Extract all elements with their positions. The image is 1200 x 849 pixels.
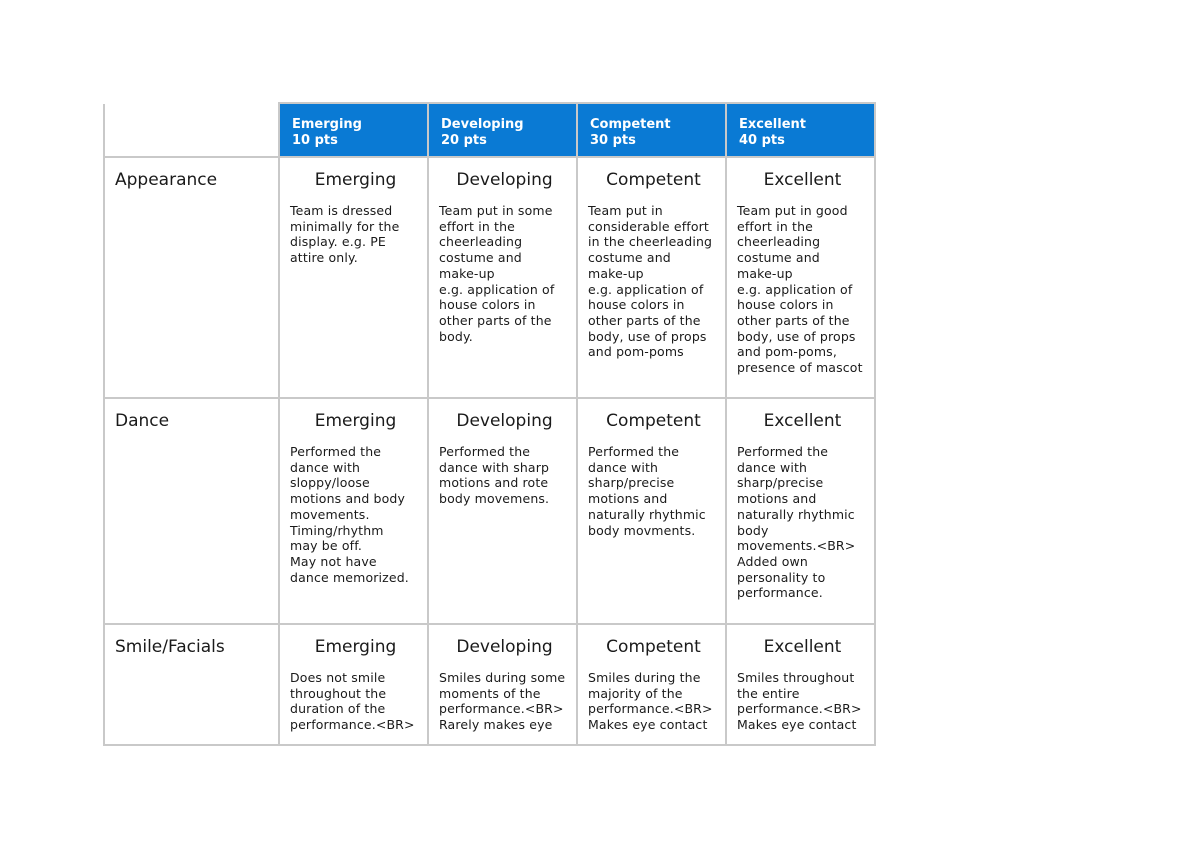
header-level-points: 20 pts xyxy=(441,133,487,148)
criterion-label: Appearance xyxy=(104,157,279,398)
table-row-dance xyxy=(104,398,875,624)
cell-level: Developing xyxy=(456,170,553,190)
cell-description: Smiles during the majority of the performance.<BR> Makes eye contact xyxy=(588,670,713,733)
cell-level: Emerging xyxy=(314,170,397,190)
cell-description: Performed the dance with sharp motions and rote body movemens. xyxy=(439,444,550,507)
rubric-cell xyxy=(428,398,577,624)
cell-level: Excellent xyxy=(763,637,842,657)
cell-description: Performed the dance with sharp/precise motions and naturally rhythmic body movments. xyxy=(588,444,706,538)
rubric-cell xyxy=(726,157,875,398)
cell-level: Developing xyxy=(456,411,553,431)
header-level-name: Excellent xyxy=(739,117,806,132)
rubric-cell xyxy=(279,157,428,398)
header-competent xyxy=(577,103,726,157)
rubric-cell xyxy=(428,624,577,745)
rubric-cell xyxy=(428,157,577,398)
criterion-label: Smile/Facials xyxy=(104,624,279,745)
table-row-appearance xyxy=(104,157,875,398)
table-row-smile-facials xyxy=(104,624,875,745)
cell-description: Performed the dance with sloppy/loose motions and body movements. Timing/rhythm may be off. May not have dance memorized. xyxy=(290,444,409,585)
rubric-cell xyxy=(577,157,726,398)
header-level-name: Competent xyxy=(590,117,671,132)
header-level-points: 30 pts xyxy=(590,133,636,148)
rubric-cell xyxy=(577,624,726,745)
criterion-label: Dance xyxy=(104,398,279,624)
header-excellent xyxy=(726,103,875,157)
cell-description: Smiles during some moments of the performance.<BR> Rarely makes eye xyxy=(439,670,566,733)
cell-description: Performed the dance with sharp/precise motions and naturally rhythmic body movements.<BR> Added own personality to performance. xyxy=(737,444,856,601)
cell-level: Competent xyxy=(606,411,701,431)
cell-level: Emerging xyxy=(314,637,397,657)
rubric-cell xyxy=(279,398,428,624)
cell-level: Competent xyxy=(606,170,701,190)
cell-description: Does not smile throughout the duration of the performance.<BR> xyxy=(290,670,415,733)
cell-level: Developing xyxy=(456,637,553,657)
header-level-name: Developing xyxy=(441,117,524,132)
cell-level: Competent xyxy=(606,637,701,657)
cell-description: Team put in good effort in the cheerleading costume and make-up e.g. application of house colors in other parts of the body, use of props and pom-poms, presence of mascot xyxy=(737,203,863,376)
header-developing xyxy=(428,103,577,157)
cell-level: Excellent xyxy=(763,170,842,190)
cell-description: Team put in considerable effort in the cheerleading costume and make-up e.g. application of house colors in other parts of the body, use of props and pom-poms xyxy=(588,203,713,360)
rubric-table xyxy=(103,102,876,746)
corner-cell xyxy=(104,103,279,157)
cell-level: Emerging xyxy=(314,411,397,431)
header-level-points: 10 pts xyxy=(292,133,338,148)
rubric-cell xyxy=(726,624,875,745)
cell-description: Team is dressed minimally for the display. e.g. PE attire only. xyxy=(290,203,400,266)
cell-level: Excellent xyxy=(763,411,842,431)
cell-description: Team put in some effort in the cheerleading costume and make-up e.g. application of house colors in other parts of the body. xyxy=(439,203,555,344)
rubric-cell xyxy=(726,398,875,624)
header-level-name: Emerging xyxy=(292,117,362,132)
header-emerging xyxy=(279,103,428,157)
header-row xyxy=(104,103,875,157)
header-level-points: 40 pts xyxy=(739,133,785,148)
rubric-cell xyxy=(577,398,726,624)
rubric-cell xyxy=(279,624,428,745)
cell-description: Smiles throughout the entire performance.<BR> Makes eye contact xyxy=(737,670,862,733)
